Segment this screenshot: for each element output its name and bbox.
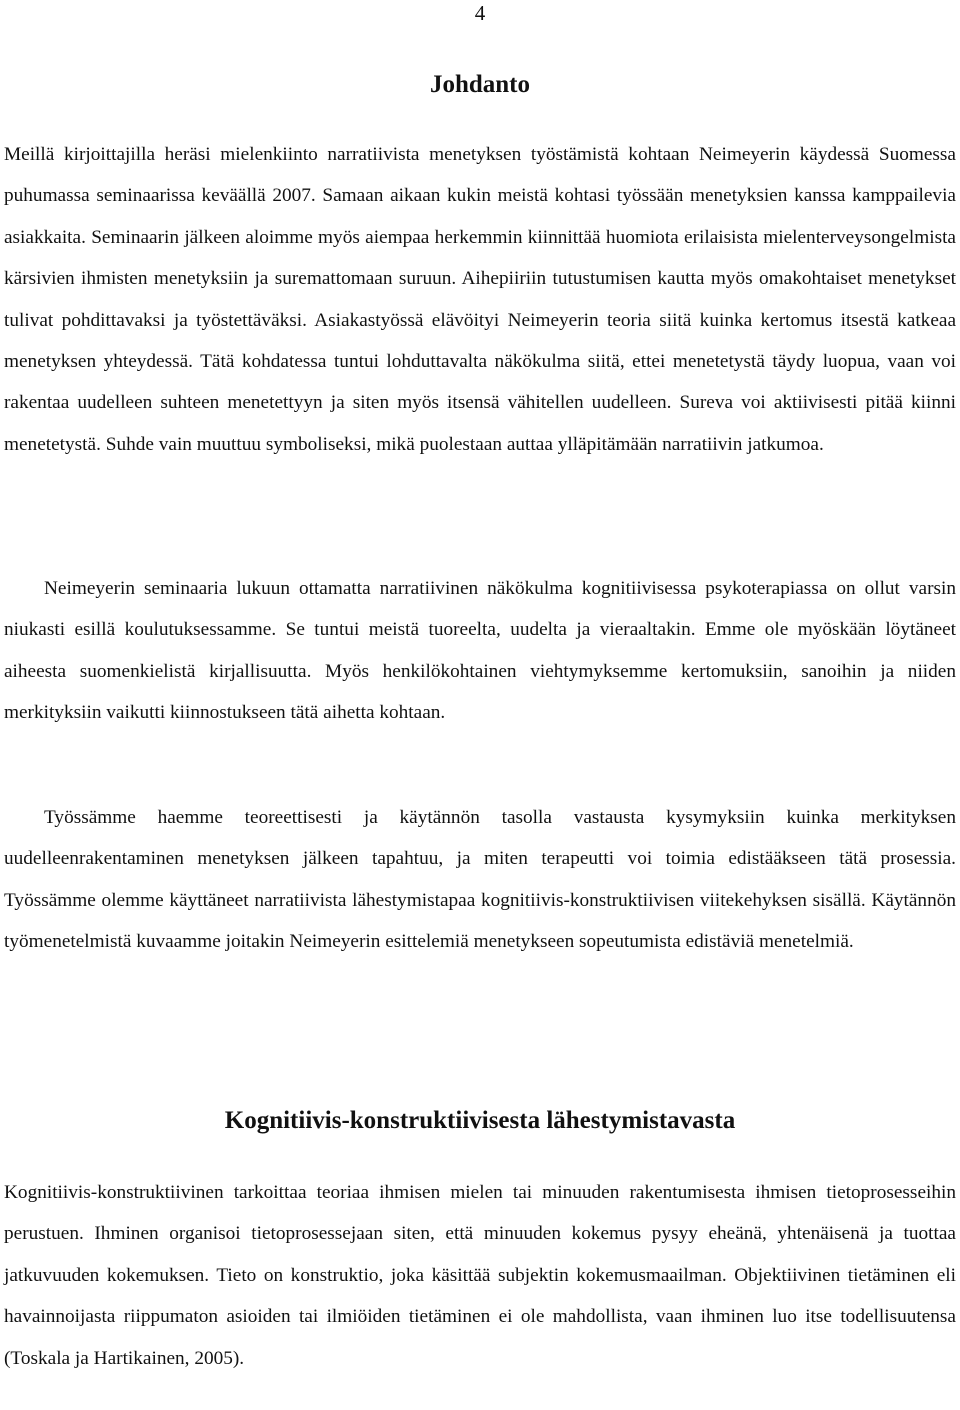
paragraph: Neimeyerin seminaaria lukuun ottamatta narratiivinen näkökulma kognitiivisessa psykoterapiassa on ollut varsin niukasti esillä koulutuksessamme. Se tuntui meistä tuoreelta, uudelta ja vieraaltakin. Emme ole myöskään löytäneet aiheesta suomenkielistä kirjallisuutta. Myös henkilökohtainen viehtymyksemme kertomuksiin, sanoihin ja niiden merkityksiin vaikutti kiinnostukseen tätä aihetta kohtaan. [4,578,956,724]
page-number: 4 [474,1,486,25]
paragraph: Meillä kirjoittajilla heräsi mielenkiinto narratiivista menetyksen työstämistä kohtaan Neimeyerin käydessä Suomessa puhumassa seminaarissa keväällä 2007. Samaan aikaan kukin meistä kohtasi työssään menetyksien kanssa kamppailevia asiakkaita. Seminaarin jälkeen aloimme myös aiempaa herkemmin kiinnittää huomiota erilaisista mielenterveysongelmista kärsivien ihmisten menetyksiin ja suremattomaan suruun. Aihepiiriin tutustumisen kautta myös omakohtaiset menetykset tulivat pohdittavaksi ja työstettäväksi. Asiakastyössä elävöityi Neimeyerin teoria siitä kuinka kertomus itsestä katkeaa menetyksen yhteydessä. Tätä kohdatessa tuntui lohduttavalta näkökulma siitä, ettei menetetystä täydy luopua, vaan voi rakentaa uudelleen suhteen menetettyyn ja siten myös itsensä vähitellen uudelleen. Sureva voi aktiivisesti pitää kiinni menetetystä. Suhde vain muuttuu symboliseksi, mikä puolestaan auttaa ylläpitämään narratiivin jatkumoa. [4,144,956,455]
paragraph: Työssämme haemme teoreettisesti ja käytännön tasolla vastausta kysymyksiin kuinka merkityksen uudelleenrakentaminen menetyksen jälkeen tapahtuu, ja miten terapeutti voi toimia edistääkseen tätä prosessia. Työssämme olemme käyttäneet narratiivista lähestymistapaa kognitiivis-konstruktiivisen viitekehyksen sisällä. Käytännön työmenetelmistä kuvaamme joitakin Neimeyerin esittelemiä menetykseen sopeutumista edistäviä menetelmiä. [4,807,956,953]
section-heading-kognitiivis-konstruktiivisesta: Kognitiivis-konstruktiivisesta lähestymistavasta [224,1107,736,1134]
paragraph: Kognitiivis-konstruktiivinen tarkoittaa teoriaa ihmisen mielen tai minuuden rakentumisesta ihmisen tietoprosesseihin perustuen. Ihminen organisoi tietoprosessejaan siten, että minuuden kokemus pysyy eheänä, yhtenäisenä ja tuottaa jatkuvuuden kokemuksen. Tieto on konstruktio, joka käsittää subjektin kokemusmaailman. Objektiivinen tietäminen eli havainnoijasta riippumaton asioiden tai ilmiöiden tietäminen ei ole mahdollista, vaan ihminen luo itse todellisuutensa (Toskala ja Hartikainen, 2005). [4,1182,956,1369]
section-heading-johdanto: Johdanto [429,71,531,98]
